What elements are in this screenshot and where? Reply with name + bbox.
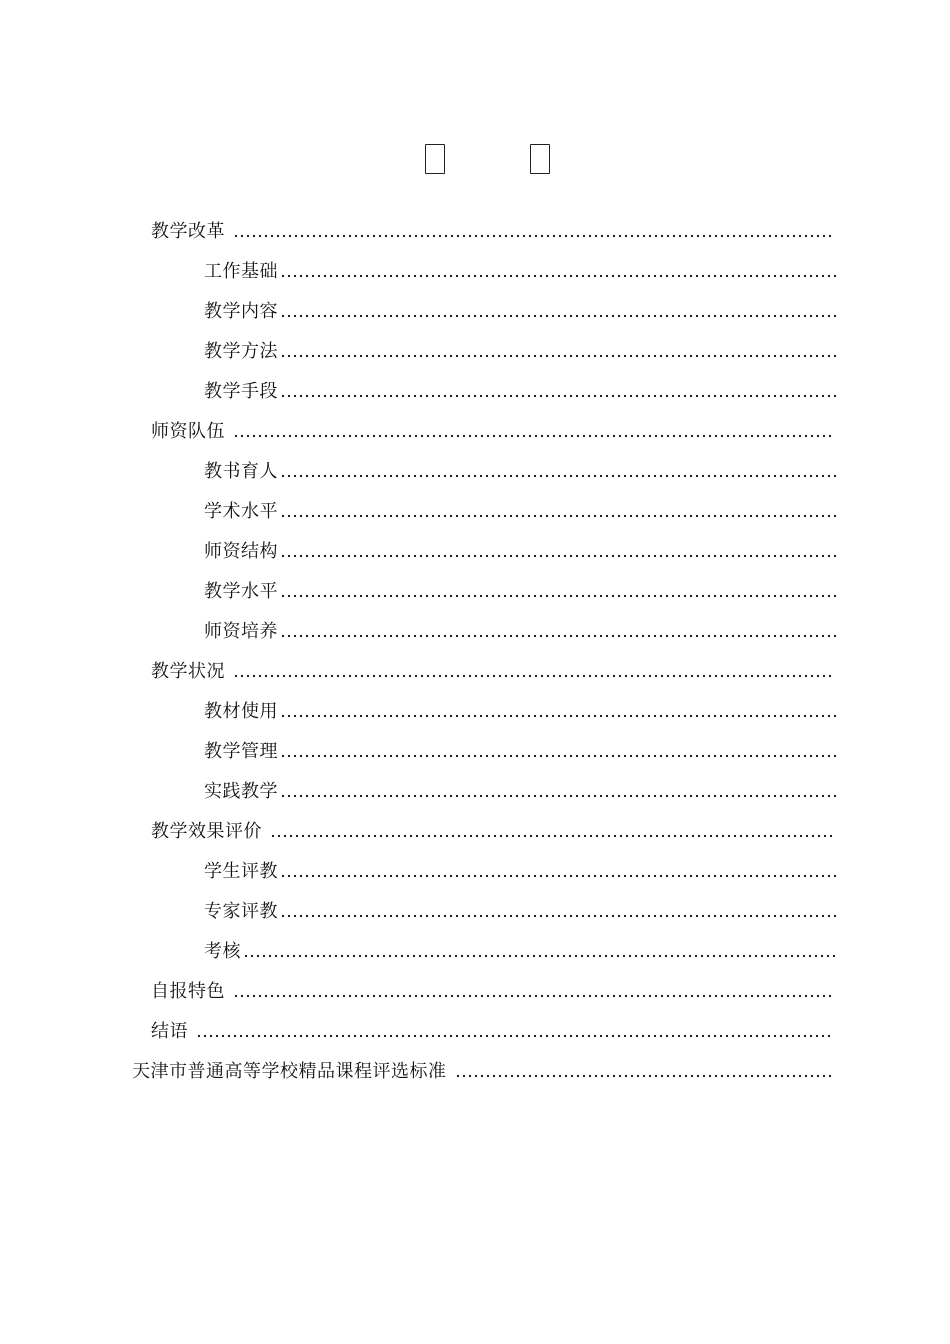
dot-leader [280,459,836,481]
dot-leader [233,979,832,1001]
toc-entry-label: 教学内容 [204,301,278,322]
toc-entry-label: 学生评教 [204,861,278,882]
toc-entry[interactable] [151,810,832,850]
toc-entry[interactable] [204,930,836,970]
dot-leader [280,699,836,721]
toc-entry-label: 天津市普通高等学校精品课程评选标准 [132,1061,447,1082]
toc-entry[interactable] [204,490,836,530]
dot-leader [280,579,836,601]
toc-entry-label: 教学手段 [204,381,278,402]
toc-title [0,140,950,174]
dot-leader [270,819,832,841]
title-glyph-2 [530,140,548,168]
toc-entry-label: 教学改革 [151,221,225,242]
toc-entry[interactable] [132,1050,832,1090]
toc-entry-label: 教学管理 [204,741,278,762]
toc-entry-label: 师资结构 [204,541,278,562]
toc-entry[interactable] [204,690,836,730]
toc-entry[interactable] [151,970,832,1010]
toc-entry[interactable] [151,410,832,450]
toc-entry-label: 专家评教 [204,901,278,922]
toc-entry-label: 教学方法 [204,341,278,362]
toc-entry[interactable] [151,1010,832,1050]
toc-entry[interactable] [204,570,836,610]
toc-entry[interactable] [204,250,836,290]
dot-leader [280,539,836,561]
toc-entry-label: 教材使用 [204,701,278,722]
dot-leader [233,659,832,681]
toc-entry[interactable] [151,210,832,250]
dot-leader [280,339,836,361]
missing-glyph-icon [530,144,550,174]
toc-entry-label: 教学状况 [151,661,225,682]
toc-entry[interactable] [151,650,832,690]
dot-leader [280,299,836,321]
toc-entry[interactable] [204,450,836,490]
dot-leader [233,219,832,241]
toc-entry-label: 教学水平 [204,581,278,602]
toc-entry[interactable] [204,770,836,810]
toc-entry-label: 自报特色 [151,981,225,1002]
dot-leader [280,499,836,521]
toc-entry[interactable] [204,370,836,410]
toc-entry[interactable] [204,290,836,330]
toc-entry-label: 考核 [204,941,241,962]
dot-leader [280,619,836,641]
dot-leader [196,1019,832,1041]
toc-entry[interactable] [204,330,836,370]
toc-entry-label: 工作基础 [204,261,278,282]
toc-entry-label: 师资培养 [204,621,278,642]
dot-leader [280,899,836,921]
title-glyph-1 [425,140,443,168]
dot-leader [243,939,836,961]
toc-entry-label: 实践教学 [204,781,278,802]
toc-entry[interactable] [204,530,836,570]
missing-glyph-icon [425,144,445,174]
toc-entry-label: 结语 [151,1021,188,1042]
toc-entry[interactable] [204,850,836,890]
dot-leader [280,739,836,761]
toc-entry[interactable] [204,890,836,930]
toc-entry[interactable] [204,730,836,770]
toc-entry-label: 教书育人 [204,461,278,482]
dot-leader [280,779,836,801]
dot-leader [280,259,836,281]
dot-leader [280,859,836,881]
toc-entry[interactable] [204,610,836,650]
toc-entry-label: 师资队伍 [151,421,225,442]
dot-leader [280,379,836,401]
dot-leader [233,419,832,441]
dot-leader [455,1059,833,1081]
toc-entry-label: 教学效果评价 [151,821,262,842]
toc-entry-label: 学术水平 [204,501,278,522]
